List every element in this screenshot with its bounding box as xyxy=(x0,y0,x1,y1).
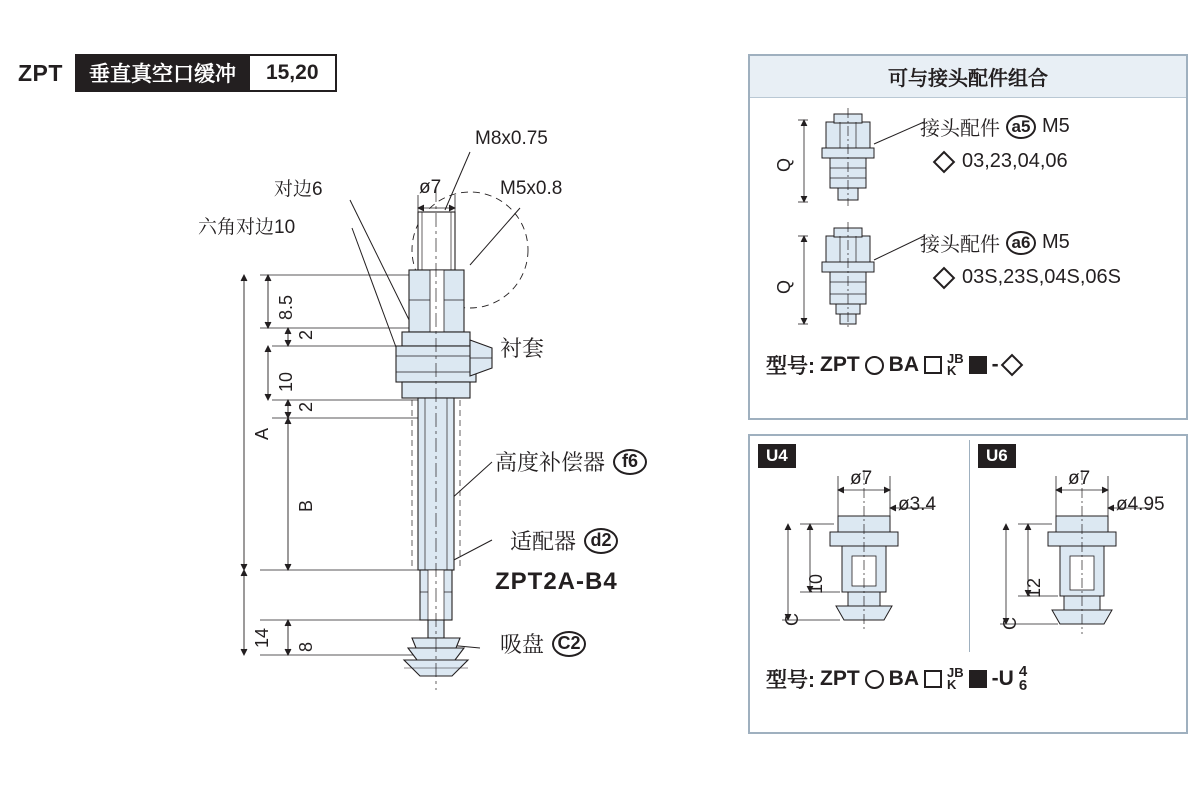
fitting-a5-thread: M5 xyxy=(1042,115,1070,137)
circle-placeholder-icon-u xyxy=(865,670,884,689)
fittings-model-mid: BA xyxy=(888,353,920,376)
u6-dia-top: ø7 xyxy=(1068,468,1091,489)
badge-d2: d2 xyxy=(584,528,618,554)
diamond-placeholder-icon xyxy=(1000,354,1023,377)
dim-8-5: 8.5 xyxy=(276,294,296,320)
stack-k: K xyxy=(947,363,957,378)
u6-dim-c: C xyxy=(1000,617,1020,630)
u-model-dash: -U xyxy=(991,667,1014,690)
u4-dim-10: 10 xyxy=(806,573,826,594)
callout-m8x075: M8x0.75 xyxy=(475,128,548,149)
dim-10: 10 xyxy=(276,371,296,392)
fitting-a6-thread: M5 xyxy=(1042,231,1070,253)
u6-dia-side: ø4.95 xyxy=(1116,494,1165,515)
u-stack-jb: JB xyxy=(947,664,964,680)
callout-across-flats-6: 对边6 xyxy=(274,179,323,200)
panel-divider xyxy=(969,440,970,652)
panel-fittings-title: 可与接头配件组合 xyxy=(750,56,1186,98)
fitting-a6-axis-label: Q xyxy=(774,279,794,294)
u-stack-k: K xyxy=(947,677,957,692)
diamond-icon-a6 xyxy=(933,266,956,289)
u6-dim-12: 12 xyxy=(1024,577,1044,598)
u6-tag: U6 xyxy=(978,444,1016,468)
u4-dim-c: C xyxy=(782,613,802,626)
diamond-icon-a5 xyxy=(933,150,956,173)
u-suffix-4: 4 xyxy=(1018,662,1028,680)
fitting-a5-axis-label: Q xyxy=(774,157,794,172)
dim-A: A xyxy=(252,427,272,440)
u-model-suffix-stack xyxy=(1018,662,1028,694)
callout-height-compensator: 高度补偿器 xyxy=(495,450,606,475)
badge-a6: a6 xyxy=(1006,231,1036,255)
main-assembly-drawing xyxy=(0,100,740,720)
u-model-mid: BA xyxy=(888,667,920,690)
u-model-base: ZPT xyxy=(820,667,860,690)
fittings-model-prefix: 型号: xyxy=(766,355,815,378)
fitting-a5-options: 03,23,04,06 xyxy=(962,150,1068,172)
callout-suction-pad: 吸盘 xyxy=(500,632,545,657)
product-code: ZPT xyxy=(18,59,63,86)
square-placeholder-icon-u xyxy=(924,670,942,688)
fitting-a5-label: 接头配件 xyxy=(920,118,1000,140)
u-suffix-6: 6 xyxy=(1018,677,1028,694)
fittings-model-dash: - xyxy=(991,353,999,376)
dim-B: B xyxy=(296,499,316,512)
dim-2-upper: 2 xyxy=(296,329,316,340)
fitting-a6-options: 03S,23S,04S,06S xyxy=(962,266,1122,288)
u-model-stack xyxy=(947,664,964,692)
callout-pad-group xyxy=(500,628,586,659)
circle-placeholder-icon xyxy=(865,356,884,375)
dim-14: 14 xyxy=(252,627,272,648)
u4-dia-top: ø7 xyxy=(850,468,873,489)
callout-height-compensator-group xyxy=(495,446,647,477)
badge-f6: f6 xyxy=(613,449,647,475)
filled-square-placeholder-icon xyxy=(969,356,987,374)
product-description: 垂直真空口缓冲 xyxy=(75,54,250,92)
stack-jb: JB xyxy=(947,350,964,366)
panel-fittings xyxy=(748,54,1188,420)
callout-adapter-model: ZPT2A-B4 xyxy=(495,568,618,595)
fittings-model-base: ZPT xyxy=(820,353,860,376)
panel-u-variants xyxy=(748,434,1188,734)
u4-drawing xyxy=(780,464,966,650)
callout-bushing: 衬套 xyxy=(500,336,545,361)
badge-c2: C2 xyxy=(552,631,586,657)
callout-adapter: 适配器 xyxy=(510,529,577,554)
fittings-model-line xyxy=(766,350,1186,380)
product-header xyxy=(14,54,337,92)
fittings-model-stack xyxy=(947,350,964,378)
product-sizes: 15,20 xyxy=(250,54,337,92)
fitting-a6-label: 接头配件 xyxy=(920,234,1000,256)
filled-square-placeholder-icon-u xyxy=(969,670,987,688)
callout-adapter-group xyxy=(510,525,618,556)
u-model-prefix: 型号: xyxy=(766,669,815,692)
callout-hex-across-flats-10: 六角对边10 xyxy=(198,217,296,238)
u4-dia-side: ø3.4 xyxy=(898,494,937,515)
dim-2-lower: 2 xyxy=(296,401,316,412)
callout-dia-7: ø7 xyxy=(419,177,442,198)
u4-tag: U4 xyxy=(758,444,796,468)
dim-8: 8 xyxy=(296,641,316,652)
u6-drawing xyxy=(998,464,1184,650)
badge-a5: a5 xyxy=(1006,115,1036,139)
u-model-line xyxy=(766,664,1027,694)
callout-m5x08: M5x0.8 xyxy=(500,178,563,199)
square-placeholder-icon xyxy=(924,356,942,374)
